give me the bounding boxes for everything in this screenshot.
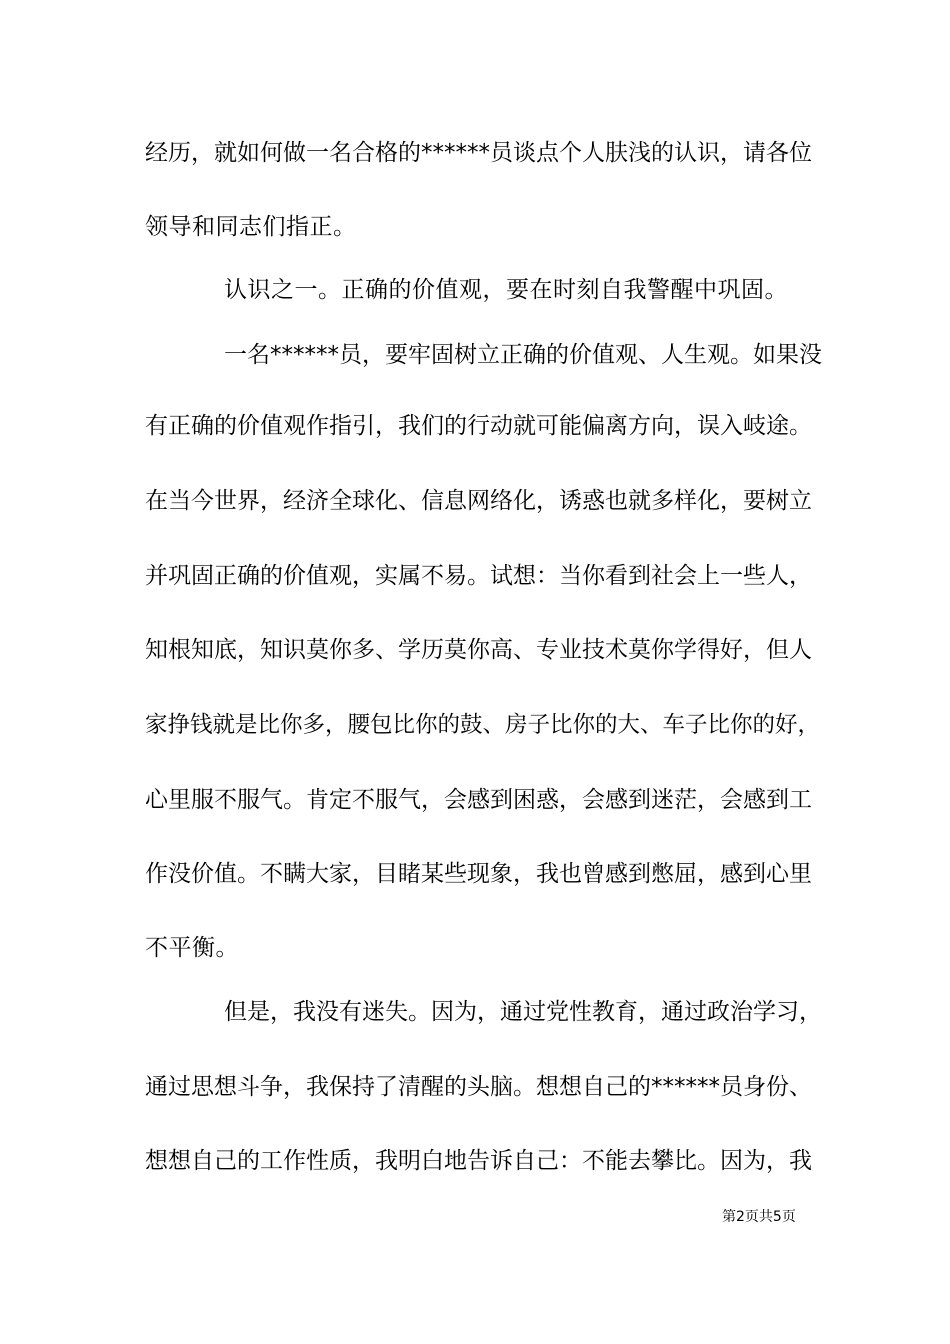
text-line: 想想自己的工作性质，我明白地告诉自己：不能去攀比。因为，我 — [145, 1148, 812, 1174]
text-line: 一名******员，要牢固树立正确的价值观、人生观。如果没 — [224, 342, 822, 368]
text-line: 经历，就如何做一名合格的******员谈点个人肤浅的认识，请各位 — [145, 140, 812, 166]
text-line: 家挣钱就是比你多，腰包比你的鼓、房子比你的大、车子比你的好， — [145, 712, 821, 738]
text-line: 心里服不服气。肯定不服气，会感到困惑，会感到迷茫，会感到工 — [145, 787, 812, 813]
text-line: 有正确的价值观作指引，我们的行动就可能偏离方向，误入岐途。 — [145, 413, 812, 439]
text-line: 在当今世界，经济全球化、信息网络化，诱惑也就多样化，要树立 — [145, 488, 812, 514]
text-line: 但是，我没有迷失。因为，通过党性教育，通过政治学习， — [224, 999, 822, 1025]
section-heading: 认识之一。正确的价值观，要在时刻自我警醒中巩固。 — [224, 277, 788, 303]
text-line: 知根知底，知识莫你多、学历莫你高、专业技术莫你学得好，但人 — [145, 637, 812, 663]
text-line: 领导和同志们指正。 — [145, 214, 357, 240]
text-line: 作没价值。不瞒大家，目睹某些现象，我也曾感到憋屈，感到心里 — [145, 861, 812, 887]
text-line: 不平衡。 — [145, 935, 239, 961]
page-number: 第2页共5页 — [722, 1209, 796, 1225]
text-line: 并巩固正确的价值观，实属不易。试想：当你看到社会上一些人， — [145, 563, 812, 589]
text-line: 通过思想斗争，我保持了清醒的头脑。想想自己的******员身份、 — [145, 1074, 812, 1100]
